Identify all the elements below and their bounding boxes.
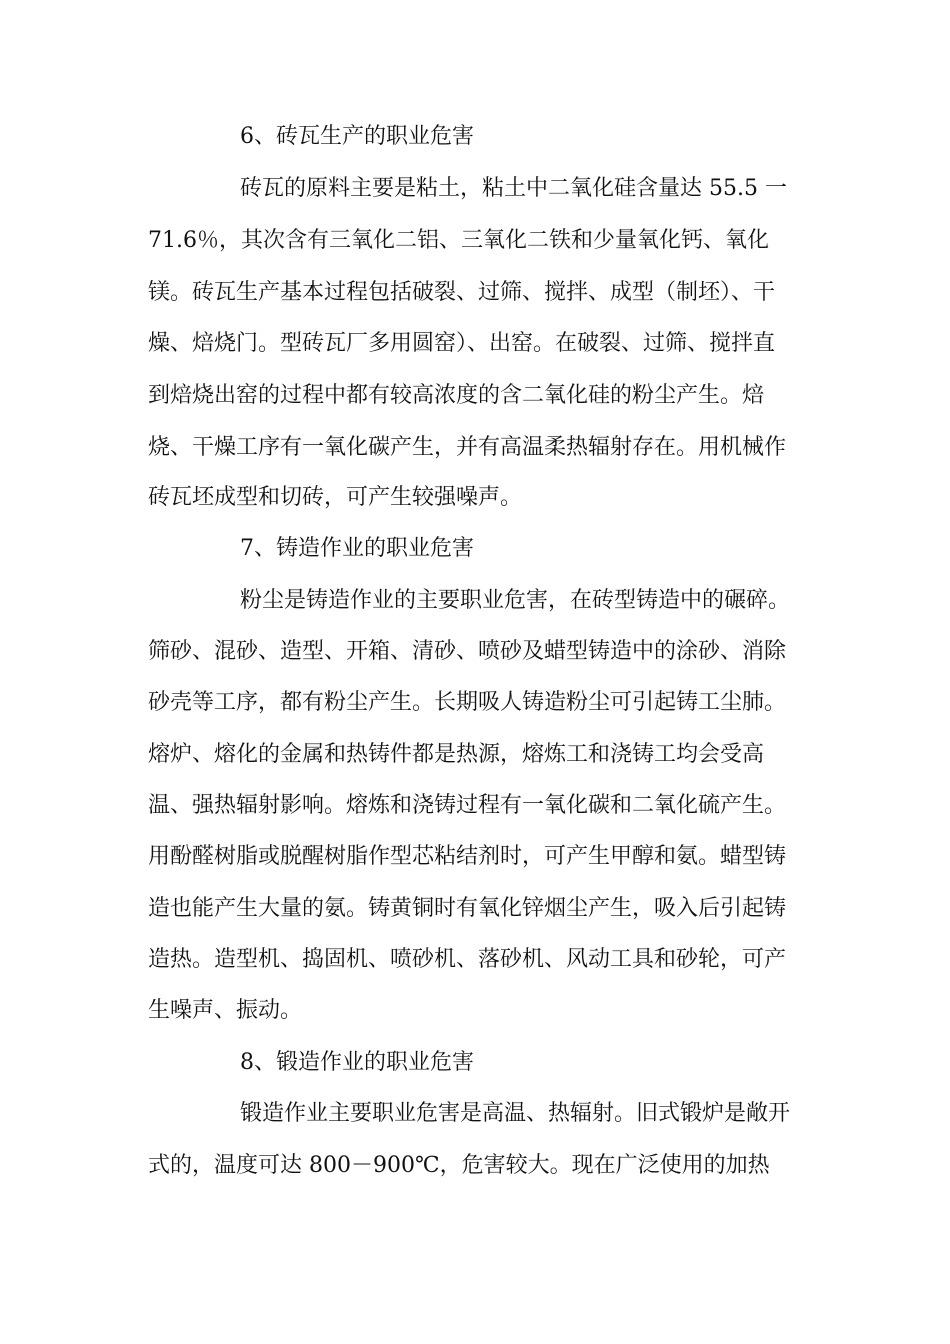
paragraph-line: 锻造作业主要职业危害是高温、热辐射。旧式锻炉是敞开 (240, 1101, 791, 1126)
paragraph-line: 生噪声、振动。 (148, 998, 303, 1023)
paragraph-line: 温、强热辐射影响。熔炼和浇铸过程有一氧化碳和二氧化硫产生。 (148, 793, 787, 818)
section-heading-7: 7、铸造作业的职业危害 (240, 536, 474, 561)
paragraph-line: 式的，温度可达 800－900℃，危害较大。现在广泛使用的加热 (148, 1153, 770, 1178)
paragraph-line: 粉尘是铸造作业的主要职业危害，在砖型铸造中的碾碎。 (240, 588, 791, 613)
paragraph-line: 用酚醛树脂或脱醒树脂作型芯粘结剂时，可产生甲醇和氨。蜡型铸 (148, 844, 787, 869)
paragraph-line: 造也能产生大量的氨。铸黄铜时有氧化锌烟尘产生，吸入后引起铸 (148, 896, 787, 921)
paragraph-line: 燥、焙烧门。型砖瓦厂多用圆窑）、出窑。在破裂、过筛、搅拌直 (148, 331, 776, 356)
paragraph-line: 71.6％，其次含有三氧化二铝、三氧化二铁和少量氧化钙、氧化 (148, 228, 769, 253)
paragraph-line: 镁。砖瓦生产基本过程包括破裂、过筛、搅拌、成型（制坯）、干 (148, 280, 776, 305)
paragraph-line: 烧、干燥工序有一氧化碳产生，并有高温柔热辐射存在。用机械作 (148, 435, 787, 460)
paragraph-line: 造热。造型机、捣固机、喷砂机、落砂机、风动工具和砂轮，可产 (148, 947, 787, 972)
paragraph-line: 砂壳等工序，都有粉尘产生。长期吸人铸造粉尘可引起铸工尘肺。 (148, 690, 787, 715)
section-heading-8: 8、锻造作业的职业危害 (240, 1050, 474, 1075)
paragraph-line: 到焙烧出窑的过程中都有较高浓度的含二氧化硅的粉尘产生。焙 (148, 383, 765, 408)
paragraph-line: 熔炉、熔化的金属和热铸件都是热源，熔炼工和浇铸工均会受高 (148, 742, 765, 767)
section-heading-6: 6、砖瓦生产的职业危害 (240, 124, 474, 149)
paragraph-line: 筛砂、混砂、造型、开箱、清砂、喷砂及蜡型铸造中的涂砂、消除 (148, 639, 787, 664)
paragraph-line: 砖瓦的原料主要是粘土，粘土中二氧化硅含量达 55.5 一 (240, 176, 787, 201)
paragraph-line: 砖瓦坯成型和切砖，可产生较强噪声。 (148, 485, 523, 510)
